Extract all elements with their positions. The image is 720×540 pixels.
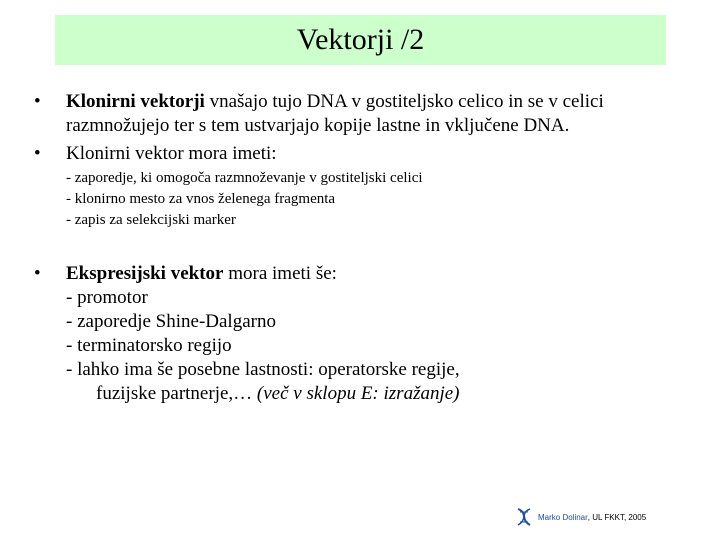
bullet-cloning-vectors <box>34 90 666 138</box>
footer-author: Marko Dolinar <box>538 512 588 522</box>
bullet-marker: • <box>34 143 41 164</box>
bullet-text: mora imeti še: <box>223 263 337 284</box>
page-title: Vektorji /2 <box>296 23 425 56</box>
footer-affiliation: , UL FKKT, 2005 <box>587 512 647 522</box>
dna-helix-icon <box>514 507 534 527</box>
bullet-term: Klonirni vektorji <box>66 91 205 112</box>
title-banner <box>55 15 666 65</box>
list-item: - zaporedje Shine-Dalgarno <box>66 311 276 332</box>
bullet-marker: • <box>34 263 41 284</box>
footer-credit <box>514 506 646 528</box>
list-item: - lahko ima še posebne lastnosti: operatorske regije, <box>66 359 460 380</box>
list-item: - zapis za selekcijski marker <box>66 212 236 228</box>
list-item: - promotor <box>66 287 148 308</box>
list-item: - zaporedje, ki omogoča razmnoževanje v gostiteljski celici <box>66 170 423 186</box>
bullet-text: vnašajo tujo DNA v gostiteljsko celico in se v celici <box>204 91 604 112</box>
bullet-marker: • <box>34 91 41 112</box>
bullet-text: Klonirni vektor mora imeti: <box>66 143 277 164</box>
reference-note: (več v sklopu E: izražanje) <box>256 383 460 404</box>
bullet-text-continued: razmnožujejo ter s tem ustvarjajo kopije lastne in vključene DNA. <box>66 115 570 136</box>
list-item-continued <box>66 382 666 406</box>
bullet-expression-vector <box>34 262 666 406</box>
list-item-text: fuzijske partnerje,… <box>96 383 257 404</box>
list-item: - klonirno mesto za vnos želenega fragmenta <box>66 191 336 207</box>
bullet-term: Ekspresijski vektor <box>66 263 224 284</box>
bullet-cloning-vector-requirements <box>34 142 666 231</box>
list-item: - terminatorsko regijo <box>66 335 232 356</box>
